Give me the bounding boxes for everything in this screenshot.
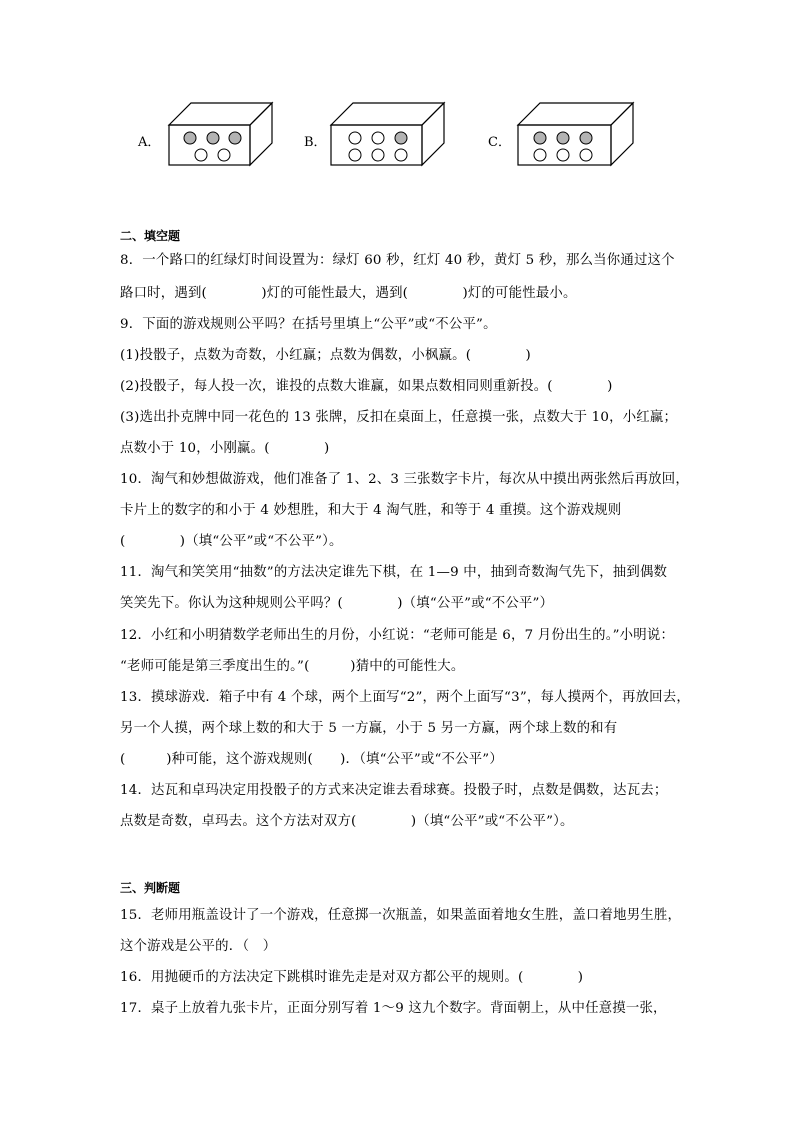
section-heading-true-false: 三、判断题	[120, 881, 181, 895]
section-heading-fill-in: 二、填空题	[120, 229, 181, 243]
question-9-item-3-line-2: 点数小于 10，小刚赢。( )	[120, 441, 330, 456]
question-13-line-2: 另一个人摸，两个球上数的和大于 5 一方赢，小于 5 另一方赢，两个球上数的和有	[120, 721, 618, 736]
question-14-line-1: 14．达瓦和卓玛决定用投骰子的方式来决定谁去看球赛。投骰子时，点数是偶数，达瓦去；	[120, 783, 668, 798]
question-9-item-3-line-1: (3)选出扑克牌中同一花色的 13 张牌，反扣在桌面上，任意摸一张，点数大于 10，小红赢；	[120, 410, 678, 425]
question-10-line-1: 10．淘气和妙想做游戏，他们准备了 1、2、3 三张数字卡片，每次从中摸出两张然后再放回，	[120, 472, 689, 487]
question-15-line-2: 这个游戏是公平的．（ ）	[120, 939, 277, 954]
question-13-line-1: 13．摸球游戏．箱子中有 4 个球，两个上面写“2”，两个上面写“3”，每人摸两个，再放回去，	[120, 690, 690, 705]
question-12-line-1: 12．小红和小明猜数学老师出生的月份，小红说：“老师可能是 6，7 月份出生的。”小明说：	[120, 628, 675, 643]
question-10-line-3: ( )（填“公平”或“不公平”）。	[120, 534, 343, 549]
question-13-line-3: ( )种可能，这个游戏规则( )．（填“公平”或“不公平”）	[120, 752, 503, 767]
question-10-line-2: 卡片上的数字的和小于 4 妙想胜，和大于 4 淘气胜，和等于 4 重摸。这个游戏规则	[120, 503, 622, 518]
question-11-line-1: 11．淘气和笑笑用“抽数”的方法决定谁先下棋，在 1—9 中，抽到奇数淘气先下，抽到偶数	[120, 565, 668, 580]
question-16-line-1: 16．用抛硬币的方法决定下跳棋时谁先走是对双方都公平的规则。( )	[120, 970, 584, 985]
question-9-line-1: 9．下面的游戏规则公平吗？在括号里填上“公平”或“不公平”。	[120, 317, 497, 332]
option-b-label: B．	[304, 135, 327, 150]
question-12-line-2: “老师可能是第三季度出生的。”( )猜中的可能性大。	[120, 659, 465, 674]
question-9-item-1: (1)投骰子，点数为奇数，小红赢；点数为偶数，小枫赢。( )	[120, 348, 531, 363]
option-c-label: C．	[488, 135, 511, 150]
question-8-line-2: 路口时，遇到( )灯的可能性最大，遇到( )灯的可能性最小。	[120, 286, 577, 301]
question-17-line-1: 17．桌子上放着九张卡片，正面分别写着 1～9 这九个数字。背面朝上，从中任意摸一张，	[120, 1001, 667, 1016]
question-8-line-1: 8．一个路口的红绿灯时间设置为：绿灯 60 秒，红灯 40 秒，黄灯 5 秒，那么当你通过这个	[120, 253, 675, 268]
option-a-box-figure	[164, 95, 274, 167]
option-b-box-figure	[326, 95, 446, 167]
question-9-item-2: (2)投骰子，每人投一次，谁投的点数大谁赢，如果点数相同则重新投。( )	[120, 379, 613, 394]
question-15-line-1: 15．老师用瓶盖设计了一个游戏，任意掷一次瓶盖，如果盖面着地女生胜，盖口着地男生胜，	[120, 908, 682, 923]
question-14-line-2: 点数是奇数，卓玛去。这个方法对双方( )（填“公平”或“不公平”）。	[120, 814, 574, 829]
option-figures	[0, 95, 794, 175]
option-c-box-figure	[513, 95, 635, 167]
option-a-label: A．	[138, 135, 161, 150]
question-11-line-2: 笑笑先下。你认为这种规则公平吗？( )（填“公平”或“不公平”）	[120, 596, 554, 611]
